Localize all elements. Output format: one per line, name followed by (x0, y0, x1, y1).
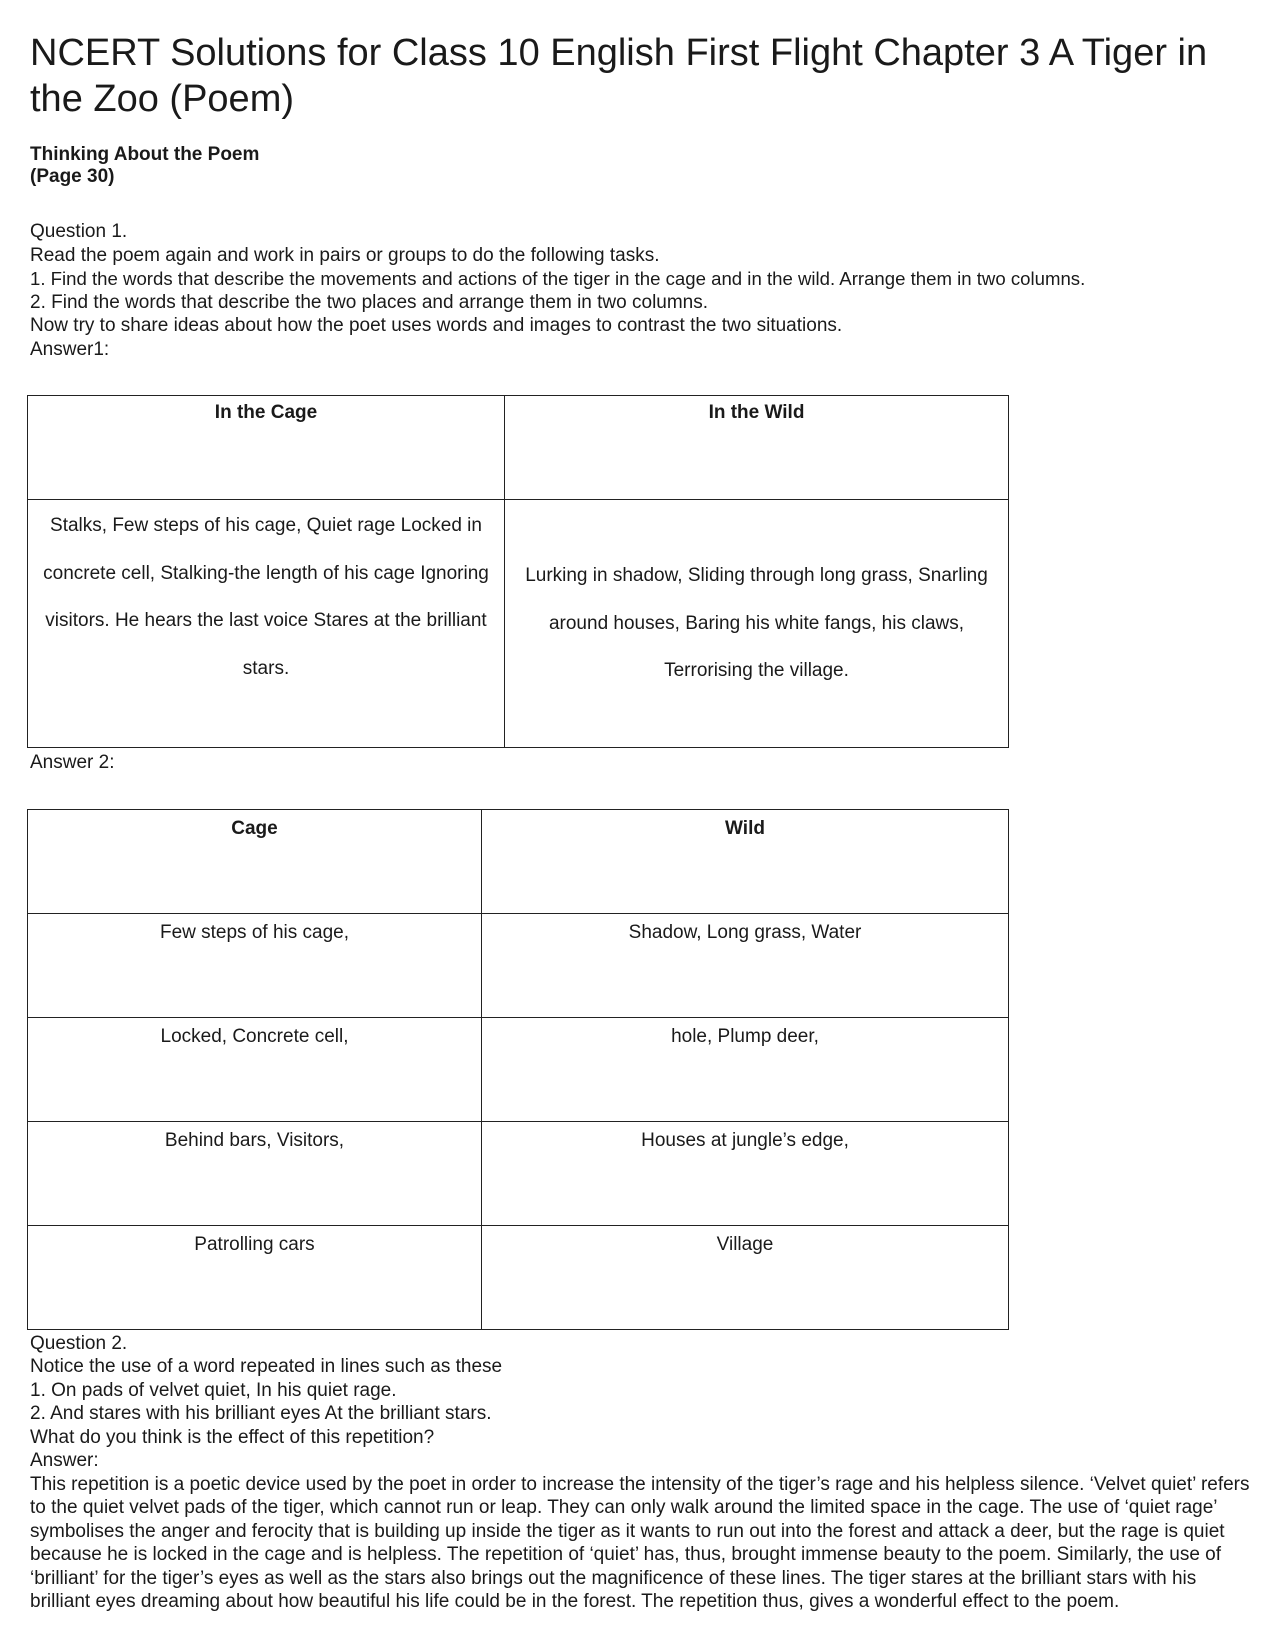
table-header-cell: In the Wild (505, 396, 1009, 500)
answer-label: Answer1: (30, 338, 110, 360)
question-line: 1. Find the words that describe the movements and actions of the tiger in the cage and in the wild. Arrange them in two columns. (30, 268, 1086, 289)
table-cell: Village (482, 1225, 1009, 1329)
question-2-block (30, 1332, 1260, 1614)
question-line: Notice the use of a word repeated in lines such as these (30, 1356, 503, 1377)
section-heading-block (30, 144, 1260, 188)
cage-wild-actions-table (27, 395, 1009, 748)
answer-paragraph: This repetition is a poetic device used by the poet in order to increase the intensity of the tiger’s rage and his helpless silence. ‘Velvet quiet’ refers to the quiet velvet pads of the tiger, which cannot run or leap. They can only walk around the limited space in the cage. The use of ‘quiet rage’ symbolises the anger and ferocity that is building up inside the tiger as it wants to run out into the forest and attack a deer, but the rage is quiet because he is locked in the cage and is helpless. The repetition of ‘quiet’ has, thus, brought immense beauty to the poem. Similarly, the use of ‘brilliant’ for the tiger’s eyes as well as the stars also brings out the magnificence of these lines. The tiger stares at the brilliant stars with his brilliant eyes dreaming about how beautiful his life could be in the forest. The repetition thus, gives a wonderful effect to the poem. (30, 1473, 1250, 1612)
question-line: Read the poem again and work in pairs or groups to do the following tasks. (30, 244, 660, 266)
table-cell: Lurking in shadow, Sliding through long grass, Snarling around houses, Baring his white fangs, his claws, Terrorising the village. (505, 500, 1009, 748)
table-row (28, 500, 1009, 748)
cage-wild-places-table (27, 809, 1009, 1330)
table-header-row (28, 809, 1009, 913)
table-row (28, 1225, 1009, 1329)
answer-2-label: Answer 2: (30, 752, 115, 773)
table-header-cell: Wild (482, 809, 1009, 913)
question-line: 1. On pads of velvet quiet, In his quiet rage. (30, 1379, 397, 1401)
section-heading: Thinking About the Poem (30, 144, 260, 165)
table-cell: Shadow, Long grass, Water (482, 913, 1009, 1017)
table-cell: hole, Plump deer, (482, 1017, 1009, 1121)
table-header-row (28, 396, 1009, 500)
table-cell: Stalks, Few steps of his cage, Quiet rage Locked in concrete cell, Stalking-the length of his cage Ignoring visitors. He hears the last voice Stares at the brilliant stars. (28, 500, 505, 748)
table-cell: Patrolling cars (28, 1225, 482, 1329)
question-line: 2. And stares with his brilliant eyes At the brilliant stars. (30, 1403, 492, 1424)
page-reference: (Page 30) (30, 166, 115, 187)
table-cell: Few steps of his cage, (28, 913, 482, 1017)
question-line: 2. Find the words that describe the two places and arrange them in two columns. (30, 291, 709, 313)
table-row (28, 913, 1009, 1017)
table-header-cell: In the Cage (28, 396, 505, 500)
answer-label: Answer: (30, 1450, 99, 1471)
table-cell: Behind bars, Visitors, (28, 1121, 482, 1225)
question-line: What do you think is the effect of this repetition? (30, 1426, 435, 1448)
table-row (28, 1017, 1009, 1121)
page-title: NCERT Solutions for Class 10 English First Flight Chapter 3 A Tiger in the Zoo (Poem) (30, 32, 1208, 120)
table-header-cell: Cage (28, 809, 482, 913)
question-label: Question 1. (30, 221, 128, 242)
table-row (28, 1121, 1009, 1225)
question-label: Question 2. (30, 1332, 128, 1354)
document-page (30, 0, 1260, 1614)
table-cell: Houses at jungle’s edge, (482, 1121, 1009, 1225)
table-cell: Locked, Concrete cell, (28, 1017, 482, 1121)
question-line: Now try to share ideas about how the poet uses words and images to contrast the two situations. (30, 315, 843, 336)
question-1-block (30, 220, 1260, 361)
